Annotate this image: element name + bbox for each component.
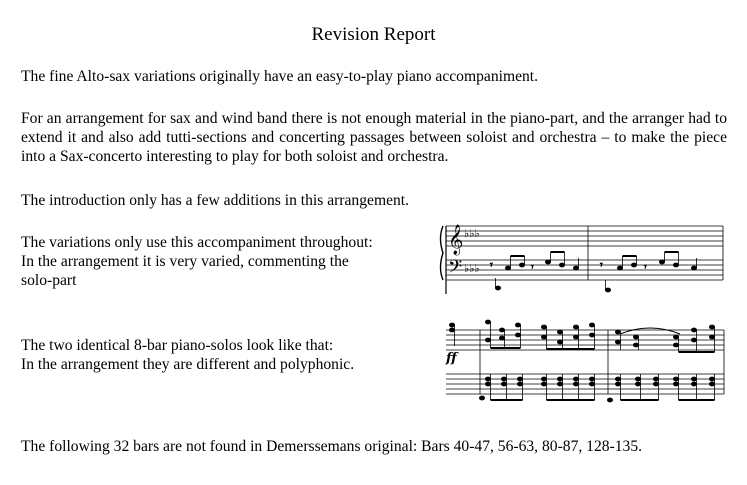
text-line: The two identical 8-bar piano-solos look like that: <box>21 337 334 354</box>
bass-clef-icon: 𝄢 <box>448 257 463 282</box>
svg-text:𝄾: 𝄾 <box>490 260 493 271</box>
piano-solo-score-image <box>440 316 728 404</box>
text-line: The variations only use this accompaniment throughout: <box>21 234 373 251</box>
svg-text:𝄾: 𝄾 <box>644 262 647 273</box>
paragraph-arrangement: For an arrangement for sax and wind band there is not enough material in the piano-part, and the arranger had to extend it and also add tutti-sections and concerting passages between soloist and orchestra – to make the piece into a Sax-concerto interesting to play for both soloist and orchestra. <box>21 110 727 165</box>
flat-signs-icon: ♭♭♭ <box>464 227 480 240</box>
text-line: In the arrangement they are different and polyphonic. <box>21 356 355 373</box>
text-line: In the arrangement it is very varied, commenting the <box>21 253 349 270</box>
svg-text:𝄾: 𝄾 <box>531 262 534 273</box>
treble-clef-icon: 𝄞 <box>448 225 464 255</box>
accompaniment-notes <box>490 252 697 292</box>
svg-text:𝄾: 𝄾 <box>600 260 603 271</box>
fortissimo-label: ff <box>446 351 457 366</box>
flat-signs-icon: ♭♭♭ <box>464 262 480 275</box>
paragraph-intro: The fine Alto-sax variations originally have an easy-to-play piano accompaniment. <box>21 68 539 85</box>
paragraph-missing-bars: The following 32 bars are not found in Demerssemans original: Bars 40-47, 56-63, 80-87, 128-135. <box>21 438 643 455</box>
accompaniment-score-image <box>438 218 728 298</box>
paragraph-piano-solos <box>21 336 441 374</box>
text-line: solo-part <box>21 272 77 289</box>
paragraph-introduction-note: The introduction only has a few additions in this arrangement. <box>21 192 410 209</box>
page-title: Revision Report <box>311 24 436 45</box>
paragraph-variations <box>21 233 441 290</box>
